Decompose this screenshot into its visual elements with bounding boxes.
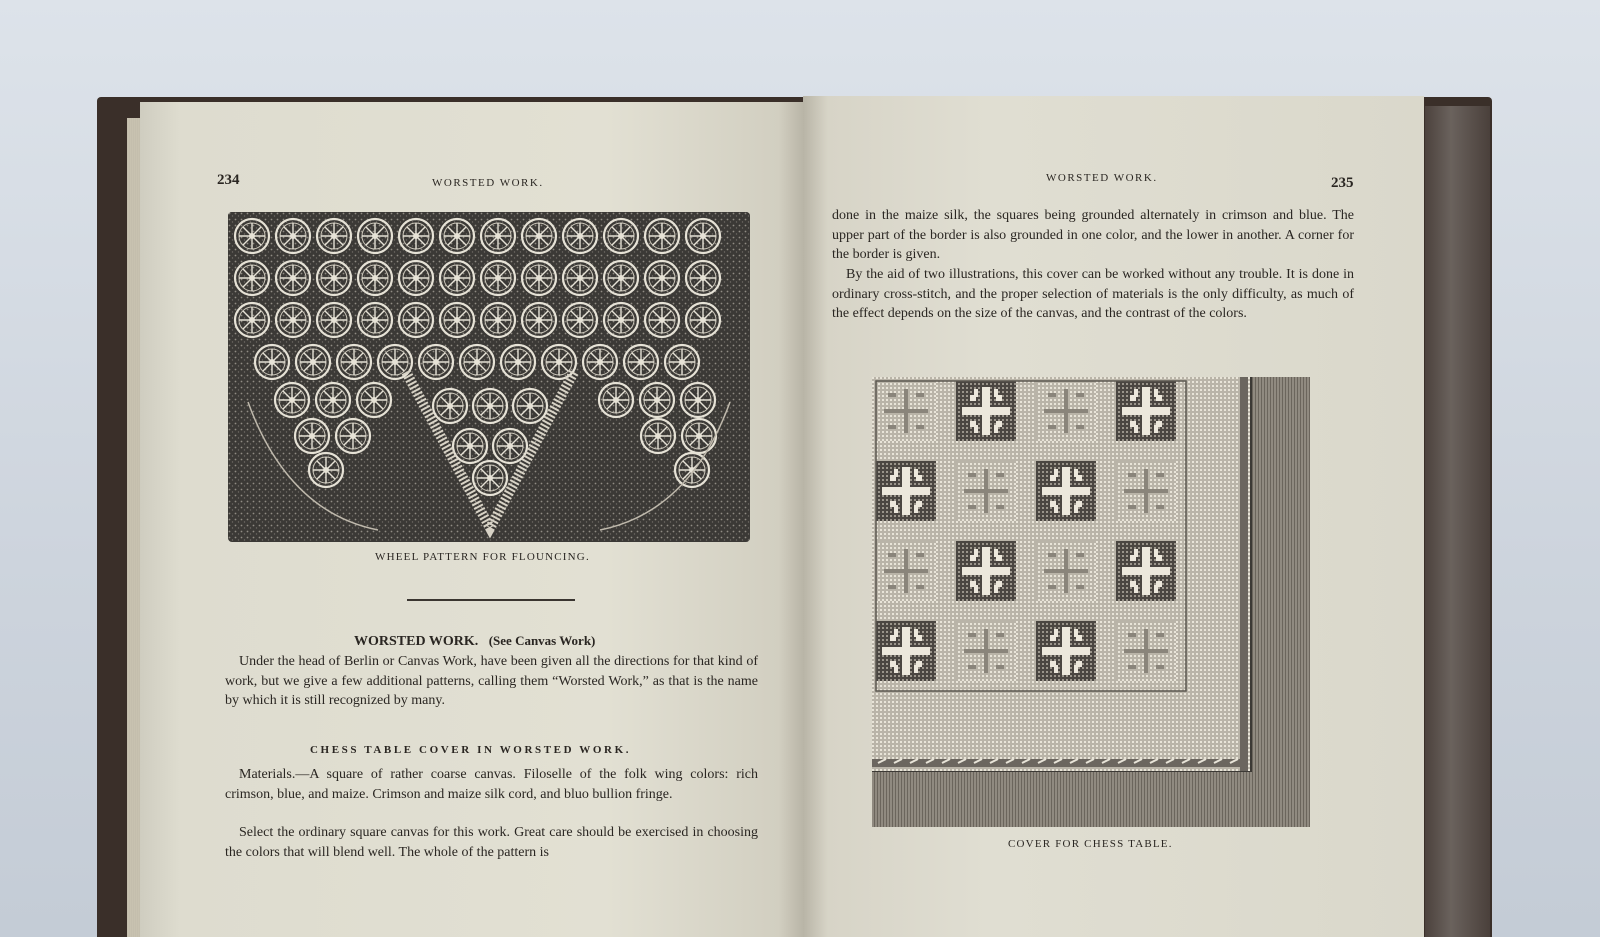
wheel-pattern-engraving bbox=[228, 212, 750, 542]
right-page-number: 235 bbox=[1331, 175, 1354, 191]
book-cover-edge bbox=[1425, 106, 1490, 937]
left-running-head: WORSTED WORK. bbox=[432, 177, 544, 189]
section-subtitle: (See Canvas Work) bbox=[488, 633, 596, 648]
right-running-head: WORSTED WORK. bbox=[1046, 172, 1158, 184]
section-title: WORSTED WORK. bbox=[354, 634, 479, 649]
section-divider-rule bbox=[407, 599, 575, 601]
select-paragraph: Select the ordinary square canvas for this work. Great care should be exercised in choosing the colors that will blend well. The whole of the pattern is bbox=[225, 825, 758, 860]
page-edges bbox=[127, 118, 141, 937]
left-page-number: 234 bbox=[217, 172, 240, 188]
chess-cover-engraving bbox=[872, 377, 1310, 827]
wheel-pattern-illustration bbox=[228, 212, 750, 542]
continued-paragraph: done in the maize silk, the squares being grounded alternately in crimson and blue. The upper part of the border is also grounded in one color, and the lower in another. A corner for the border is given. bbox=[832, 208, 1354, 262]
illustrations-paragraph: By the aid of two illustrations, this cover can be worked without any trouble. It is done in ordinary cross-stitch, and the proper selection of materials is the only difficulty, as much of the effect depends on the size of the canvas, and the contrast of the colors. bbox=[832, 267, 1354, 321]
wheel-pattern-caption: WHEEL PATTERN FOR FLOUNCING. bbox=[375, 551, 590, 563]
intro-paragraph: Under the head of Berlin or Canvas Work, have been given all the directions for that kind of work, but we give a few additional patterns, calling them “Worsted Work,” as that is the name by which it is still recognized by many. bbox=[225, 654, 758, 708]
section-heading bbox=[354, 633, 595, 650]
materials-paragraph: Materials.—A square of rather coarse canvas. Filoselle of the folk wing colors: rich crimson, blue, and maize. Crimson and maize silk cord, and bluo bullion fringe. bbox=[225, 767, 758, 802]
chess-table-heading: CHESS TABLE COVER IN WORSTED WORK. bbox=[310, 744, 632, 756]
chess-table-cover-illustration bbox=[872, 377, 1310, 827]
chess-cover-caption: COVER FOR CHESS TABLE. bbox=[1008, 838, 1173, 850]
